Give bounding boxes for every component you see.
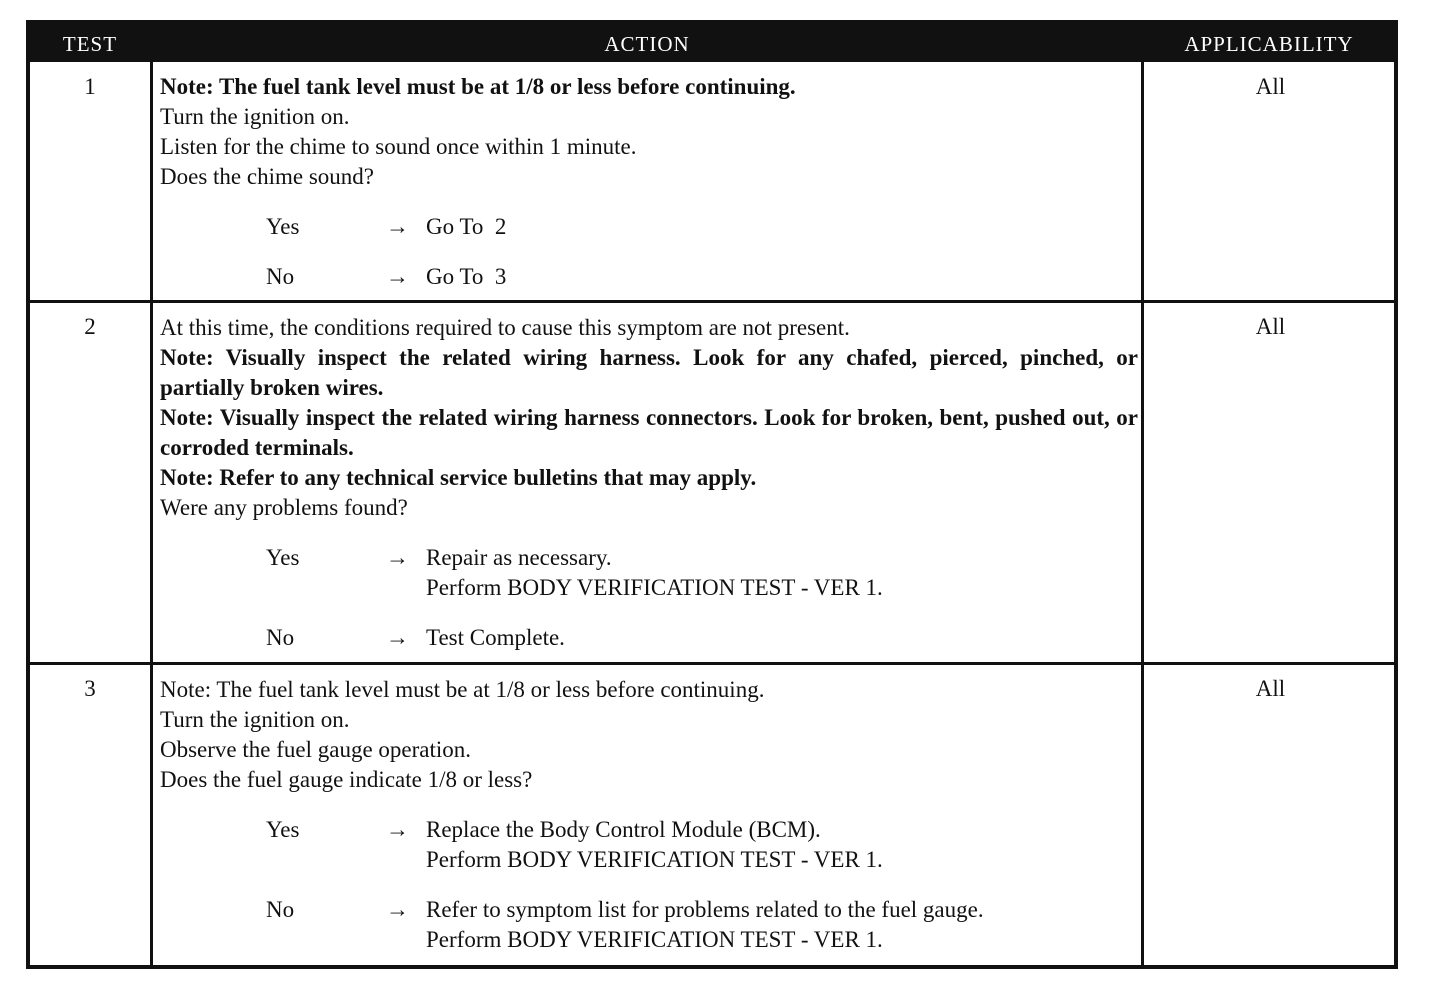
no-option bbox=[160, 895, 1138, 955]
action-cell bbox=[160, 72, 1138, 292]
action-cell bbox=[160, 313, 1138, 653]
no-label: No bbox=[266, 625, 295, 650]
no-option bbox=[160, 623, 1138, 653]
test-number: 1 bbox=[84, 74, 96, 99]
yes-label: Yes bbox=[266, 214, 300, 239]
yes-option bbox=[160, 543, 1138, 603]
header-action: ACTION bbox=[604, 32, 690, 56]
column-divider bbox=[1141, 62, 1144, 969]
action-line: Turn the ignition on. bbox=[160, 707, 350, 732]
header-test: TEST bbox=[62, 32, 118, 56]
column-divider bbox=[150, 62, 153, 969]
diagnostic-table bbox=[26, 20, 1398, 969]
row-divider bbox=[30, 300, 1394, 303]
yes-option bbox=[160, 815, 1138, 875]
yes-result bbox=[426, 815, 1138, 875]
action-line: At this time, the conditions required to cause this symptom are not present. bbox=[160, 315, 850, 340]
yes-result-line: Perform BODY VERIFICATION TEST - VER 1. bbox=[426, 847, 883, 872]
test-number: 2 bbox=[84, 314, 96, 339]
yes-result-line: Perform BODY VERIFICATION TEST - VER 1. bbox=[426, 575, 883, 600]
action-line: Turn the ignition on. bbox=[160, 104, 350, 129]
action-line: Were any problems found? bbox=[160, 495, 408, 520]
action-line: Note: Visually inspect the related wiring harness connectors. Look for broken, bent, pushed out, or corroded terminals. bbox=[160, 405, 1138, 460]
row-divider bbox=[30, 662, 1394, 665]
action-line: Note: Visually inspect the related wiring harness. Look for any chafed, pierced, pinched, or partially broken wires. bbox=[160, 345, 1138, 400]
no-result: Go To 3 bbox=[426, 264, 507, 289]
applicability: All bbox=[1255, 74, 1286, 99]
header-applicability: APPLICABILITY bbox=[1184, 32, 1354, 56]
test-number: 3 bbox=[84, 676, 96, 701]
arrow-icon: → bbox=[386, 897, 409, 922]
no-result-line: Perform BODY VERIFICATION TEST - VER 1. bbox=[426, 927, 883, 952]
yes-label: Yes bbox=[266, 817, 300, 842]
action-cell bbox=[160, 675, 1138, 955]
yes-option bbox=[160, 212, 1138, 242]
table-header bbox=[30, 24, 1394, 62]
action-line: Observe the fuel gauge operation. bbox=[160, 737, 472, 762]
action-line: Note: The fuel tank level must be at 1/8 or less before continuing. bbox=[160, 74, 796, 99]
arrow-icon: → bbox=[386, 545, 409, 570]
applicability: All bbox=[1255, 314, 1286, 339]
arrow-icon: → bbox=[386, 264, 409, 289]
action-line: Does the fuel gauge indicate 1/8 or less? bbox=[160, 767, 533, 792]
arrow-icon: → bbox=[386, 817, 409, 842]
yes-result: Go To 2 bbox=[426, 214, 507, 239]
yes-result-line: Repair as necessary. bbox=[426, 545, 612, 570]
arrow-icon: → bbox=[386, 625, 409, 650]
arrow-icon: → bbox=[386, 214, 409, 239]
no-label: No bbox=[266, 897, 295, 922]
yes-label: Yes bbox=[266, 545, 300, 570]
no-option bbox=[160, 262, 1138, 292]
applicability: All bbox=[1255, 676, 1286, 701]
yes-result bbox=[426, 543, 1138, 603]
no-result-line: Refer to symptom list for problems related to the fuel gauge. bbox=[426, 897, 984, 922]
no-result: Test Complete. bbox=[426, 625, 565, 650]
no-label: No bbox=[266, 264, 295, 289]
action-line: Note: Refer to any technical service bulletins that may apply. bbox=[160, 465, 757, 490]
action-line: Note: The fuel tank level must be at 1/8 or less before continuing. bbox=[160, 677, 765, 702]
action-line: Listen for the chime to sound once within 1 minute. bbox=[160, 134, 637, 159]
no-result bbox=[426, 895, 1138, 955]
action-line: Does the chime sound? bbox=[160, 164, 374, 189]
yes-result-line: Replace the Body Control Module (BCM). bbox=[426, 817, 821, 842]
